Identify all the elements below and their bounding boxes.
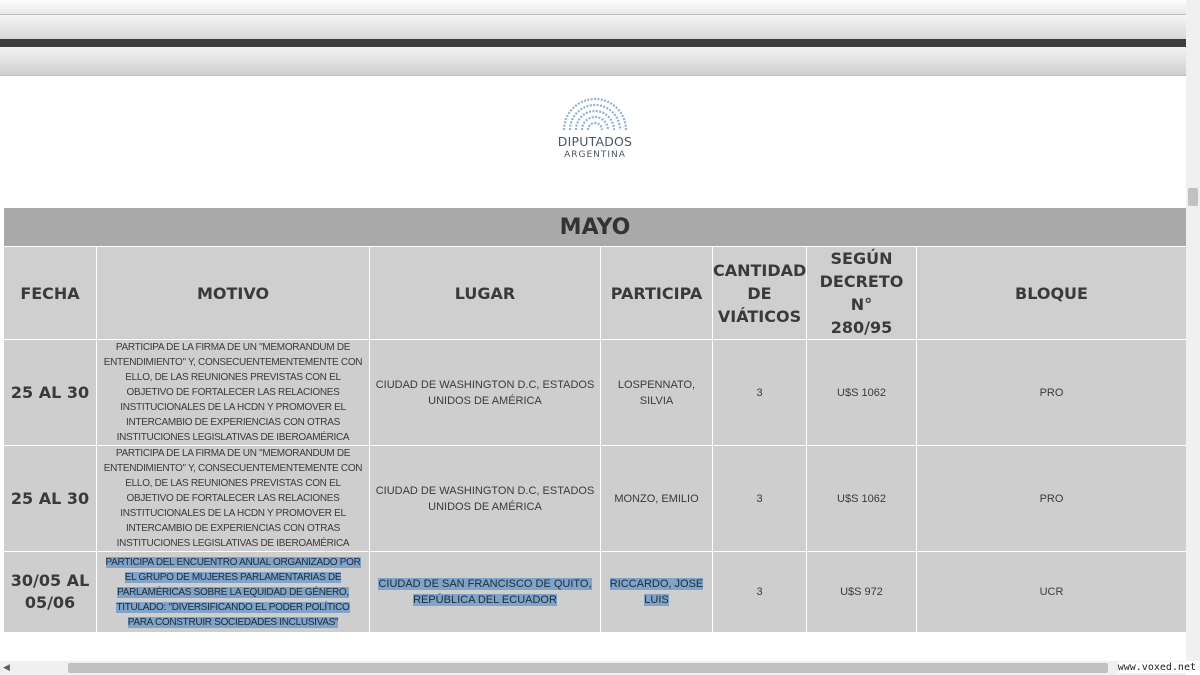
header-viaticos-line2: DE [747, 283, 772, 303]
browser-top-band [0, 0, 1186, 15]
cell-lugar[interactable] [370, 552, 601, 633]
logo-subtitle: ARGENTINA [564, 150, 626, 160]
cell-bloque: PRO [917, 340, 1187, 446]
browser-lower-band [0, 47, 1186, 76]
horizontal-scroll-thumb[interactable] [68, 663, 1108, 673]
cell-fecha [4, 552, 97, 633]
horizontal-scrollbar[interactable] [0, 661, 1186, 675]
cell-participa[interactable] [601, 552, 713, 633]
header-decreto-line3: 280/95 [830, 318, 893, 337]
header-fecha: FECHA [4, 247, 97, 340]
cell-fecha: 25 AL 30 [4, 340, 97, 446]
vertical-scrollbar[interactable] [1186, 0, 1200, 661]
cell-decreto: U$S 972 [807, 552, 917, 633]
table-row [4, 552, 1187, 633]
header-participa: PARTICIPA [601, 247, 713, 340]
diputados-logo [545, 96, 645, 160]
table-row [4, 340, 1187, 446]
cell-viaticos: 3 [713, 446, 807, 552]
cell-participa: MONZO, EMILIO [601, 446, 713, 552]
header-lugar: LUGAR [370, 247, 601, 340]
watermark: www.voxed.net [1117, 662, 1196, 673]
vertical-scroll-thumb[interactable] [1188, 188, 1198, 206]
cell-bloque: PRO [917, 446, 1187, 552]
cell-viaticos: 3 [713, 340, 807, 446]
table-row [4, 446, 1187, 552]
cell-fecha-line2: 05/06 [24, 593, 76, 612]
browser-toolbar-band [0, 15, 1186, 39]
cell-decreto: U$S 1062 [807, 446, 917, 552]
scroll-left-arrow-icon[interactable]: ◀ [3, 663, 10, 673]
cell-fecha: 25 AL 30 [4, 446, 97, 552]
month-header: MAYO [4, 208, 1187, 247]
selected-text[interactable]: PARTICIPA DEL ENCUENTRO ANUAL ORGANIZADO POR EL GRUPO DE MUJERES PARLAMENTARIAS DE PARLAMÉRICAS SOBRE LA EQUIDAD DE GÉNERO, TITULADO: "DIVERSIFICANDO EL PODER POLÍTICO PARA CONSTRUIR SOCIEDADES INCLUSIVAS" [105, 556, 361, 628]
cell-lugar: CIUDAD DE WASHINGTON D.C, ESTADOS UNIDOS DE AMÉRICA [370, 446, 601, 552]
viaticos-table [3, 207, 1187, 633]
cell-fecha-line1: 30/05 AL [10, 571, 90, 590]
cell-bloque: UCR [917, 552, 1187, 633]
congress-dome-icon [560, 96, 630, 132]
header-viaticos-line1: CANTIDAD [713, 260, 807, 280]
header-decreto [807, 247, 917, 340]
header-decreto-line2: DECRETO N° [819, 272, 904, 314]
cell-motivo[interactable] [97, 552, 370, 633]
cell-motivo: PARTICIPA DE LA FIRMA DE UN "MEMORANDUM DE ENTENDIMIENTO" Y, CONSECUENTEMENTEMENTE CON ELLO, DE LAS REUNIONES PREVISTAS CON EL OBJETIVO DE FORTALECER LAS RELACIONES INSTITUCIONALES DE LA HCDN Y PROMOVER EL INTERCAMBIO DE EXPERIENCIAS CON OTRAS INSTITUCIONES LEGISLATIVAS DE IBEROAMÉRICA [97, 340, 370, 446]
selected-text[interactable]: RICCARDO, JOSE LUIS [609, 578, 704, 606]
header-viaticos [713, 247, 807, 340]
header-decreto-line1: SEGÚN [830, 249, 893, 268]
header-bloque: BLOQUE [917, 247, 1187, 340]
table-header-row [4, 247, 1187, 340]
header-motivo: MOTIVO [97, 247, 370, 340]
cell-participa: LOSPENNATO, SILVIA [601, 340, 713, 446]
selected-text[interactable]: CIUDAD DE SAN FRANCISCO DE QUITO, REPÚBLICA DEL ECUADOR [378, 578, 592, 606]
cell-lugar: CIUDAD DE WASHINGTON D.C, ESTADOS UNIDOS DE AMÉRICA [370, 340, 601, 446]
header-viaticos-line3: VIÁTICOS [717, 306, 802, 326]
cell-decreto: U$S 1062 [807, 340, 917, 446]
dark-divider-band [0, 39, 1186, 47]
logo-title: DIPUTADOS [557, 134, 633, 149]
cell-motivo: PARTICIPA DE LA FIRMA DE UN "MEMORANDUM DE ENTENDIMIENTO" Y, CONSECUENTEMENTEMENTE CON ELLO, DE LAS REUNIONES PREVISTAS CON EL OBJETIVO DE FORTALECER LAS RELACIONES INSTITUCIONALES DE LA HCDN Y PROMOVER EL INTERCAMBIO DE EXPERIENCIAS CON OTRAS INSTITUCIONES LEGISLATIVAS DE IBEROAMÉRICA [97, 446, 370, 552]
cell-viaticos: 3 [713, 552, 807, 633]
